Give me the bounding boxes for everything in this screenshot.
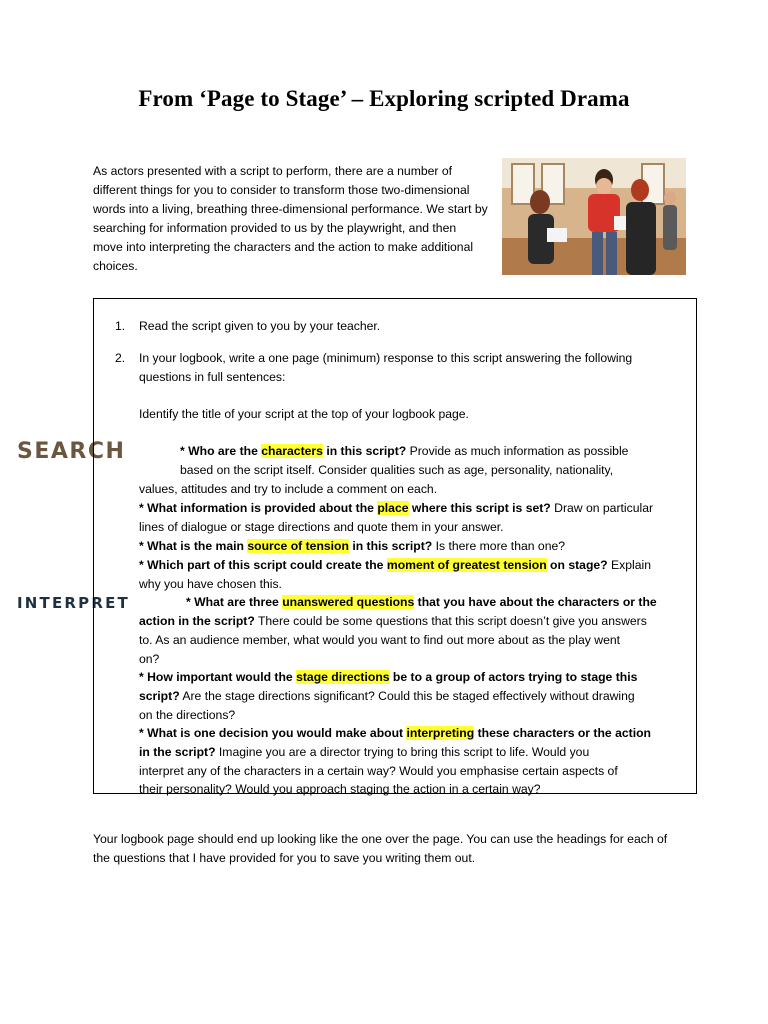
question-place: * What information is provided about the place where this script is set? Draw on particular — [139, 501, 654, 515]
intro-paragraph: As actors presented with a script to perform, there are a number of different things for you to consider to transform those two-dimensional words into a living, breathing three-dimensional performance. We start by searching for information provided to us by the playwright, and then move into interpreting the characters and the action to make additional choices. — [93, 164, 488, 273]
question-interpreting-line-3: interpret any of the characters in a certain way? Would you emphasise certain aspects of — [139, 764, 618, 778]
question-interpreting-line-4: their personality? Would you approach staging the action in a certain way? — [139, 782, 541, 796]
interpret-label: INTERPRET — [17, 594, 130, 612]
question-interpreting-line-2: in the script? Imagine you are a director trying to bring this script to life. Would you — [139, 745, 590, 759]
page-title: From ‘Page to Stage’ – Exploring scripted Drama — [138, 86, 630, 111]
highlight-place: place — [377, 501, 409, 515]
question-greatest-tension-line-2: why you have chosen this. — [139, 577, 282, 591]
highlight-stage-directions: stage directions — [296, 670, 390, 684]
highlight-characters: characters — [261, 444, 323, 458]
identify-instruction: Identify the title of your script at the top of your logbook page. — [139, 407, 469, 421]
step-2-number: 2. — [115, 351, 126, 365]
question-place-line-2: lines of dialogue or stage directions and quote them in your answer. — [139, 520, 504, 534]
question-characters-line-2: based on the script itself. Consider qualities such as age, personality, nationality, — [180, 463, 614, 477]
step-2-line-2: questions in full sentences: — [139, 370, 286, 384]
highlight-moment-of-greatest-tension: moment of greatest tension — [386, 558, 547, 572]
highlight-unanswered-questions: unanswered questions — [282, 595, 415, 609]
question-stage-directions: * How important would the stage directions be to a group of actors trying to stage this — [139, 670, 638, 684]
question-stage-directions-line-3: on the directions? — [139, 708, 236, 722]
question-characters-line-3: values, attitudes and try to include a comment on each. — [139, 482, 438, 496]
question-unanswered-line-4: on? — [139, 652, 160, 666]
photo-illustration — [502, 158, 686, 275]
question-unanswered: * What are three unanswered questions that you have about the characters or the — [186, 595, 657, 609]
step-2-line-1: In your logbook, write a one page (minimum) response to this script answering the following — [139, 351, 633, 365]
question-unanswered-line-2: action in the script? There could be some questions that this script doesn’t give you answers — [139, 614, 647, 628]
highlight-interpreting: interpreting — [406, 726, 475, 740]
question-interpreting: * What is one decision you would make about interpreting these characters or the action — [139, 726, 651, 740]
question-stage-directions-line-2: script? Are the stage directions significant? Could this be staged effectively without drawing — [139, 689, 635, 703]
highlight-source-of-tension: source of tension — [247, 539, 349, 553]
question-tension: * What is the main source of tension in this script? Is there more than one? — [139, 539, 566, 553]
step-1-text: Read the script given to you by your teacher. — [139, 319, 381, 333]
search-label: SEARCH — [17, 439, 126, 464]
footer-paragraph: Your logbook page should end up looking like the one over the page. You can use the headings for each of the questions that I have provided for you to save you writing them out. — [93, 832, 668, 865]
question-greatest-tension: * Which part of this script could create the moment of greatest tension on stage? Explain — [139, 558, 651, 572]
step-1-number: 1. — [115, 319, 126, 333]
question-unanswered-line-3: to. As an audience member, what would you want to find out more about as the play went — [139, 633, 621, 647]
drama-students-photo — [502, 158, 686, 275]
question-characters: * Who are the characters in this script? Provide as much information as possible — [180, 444, 629, 458]
